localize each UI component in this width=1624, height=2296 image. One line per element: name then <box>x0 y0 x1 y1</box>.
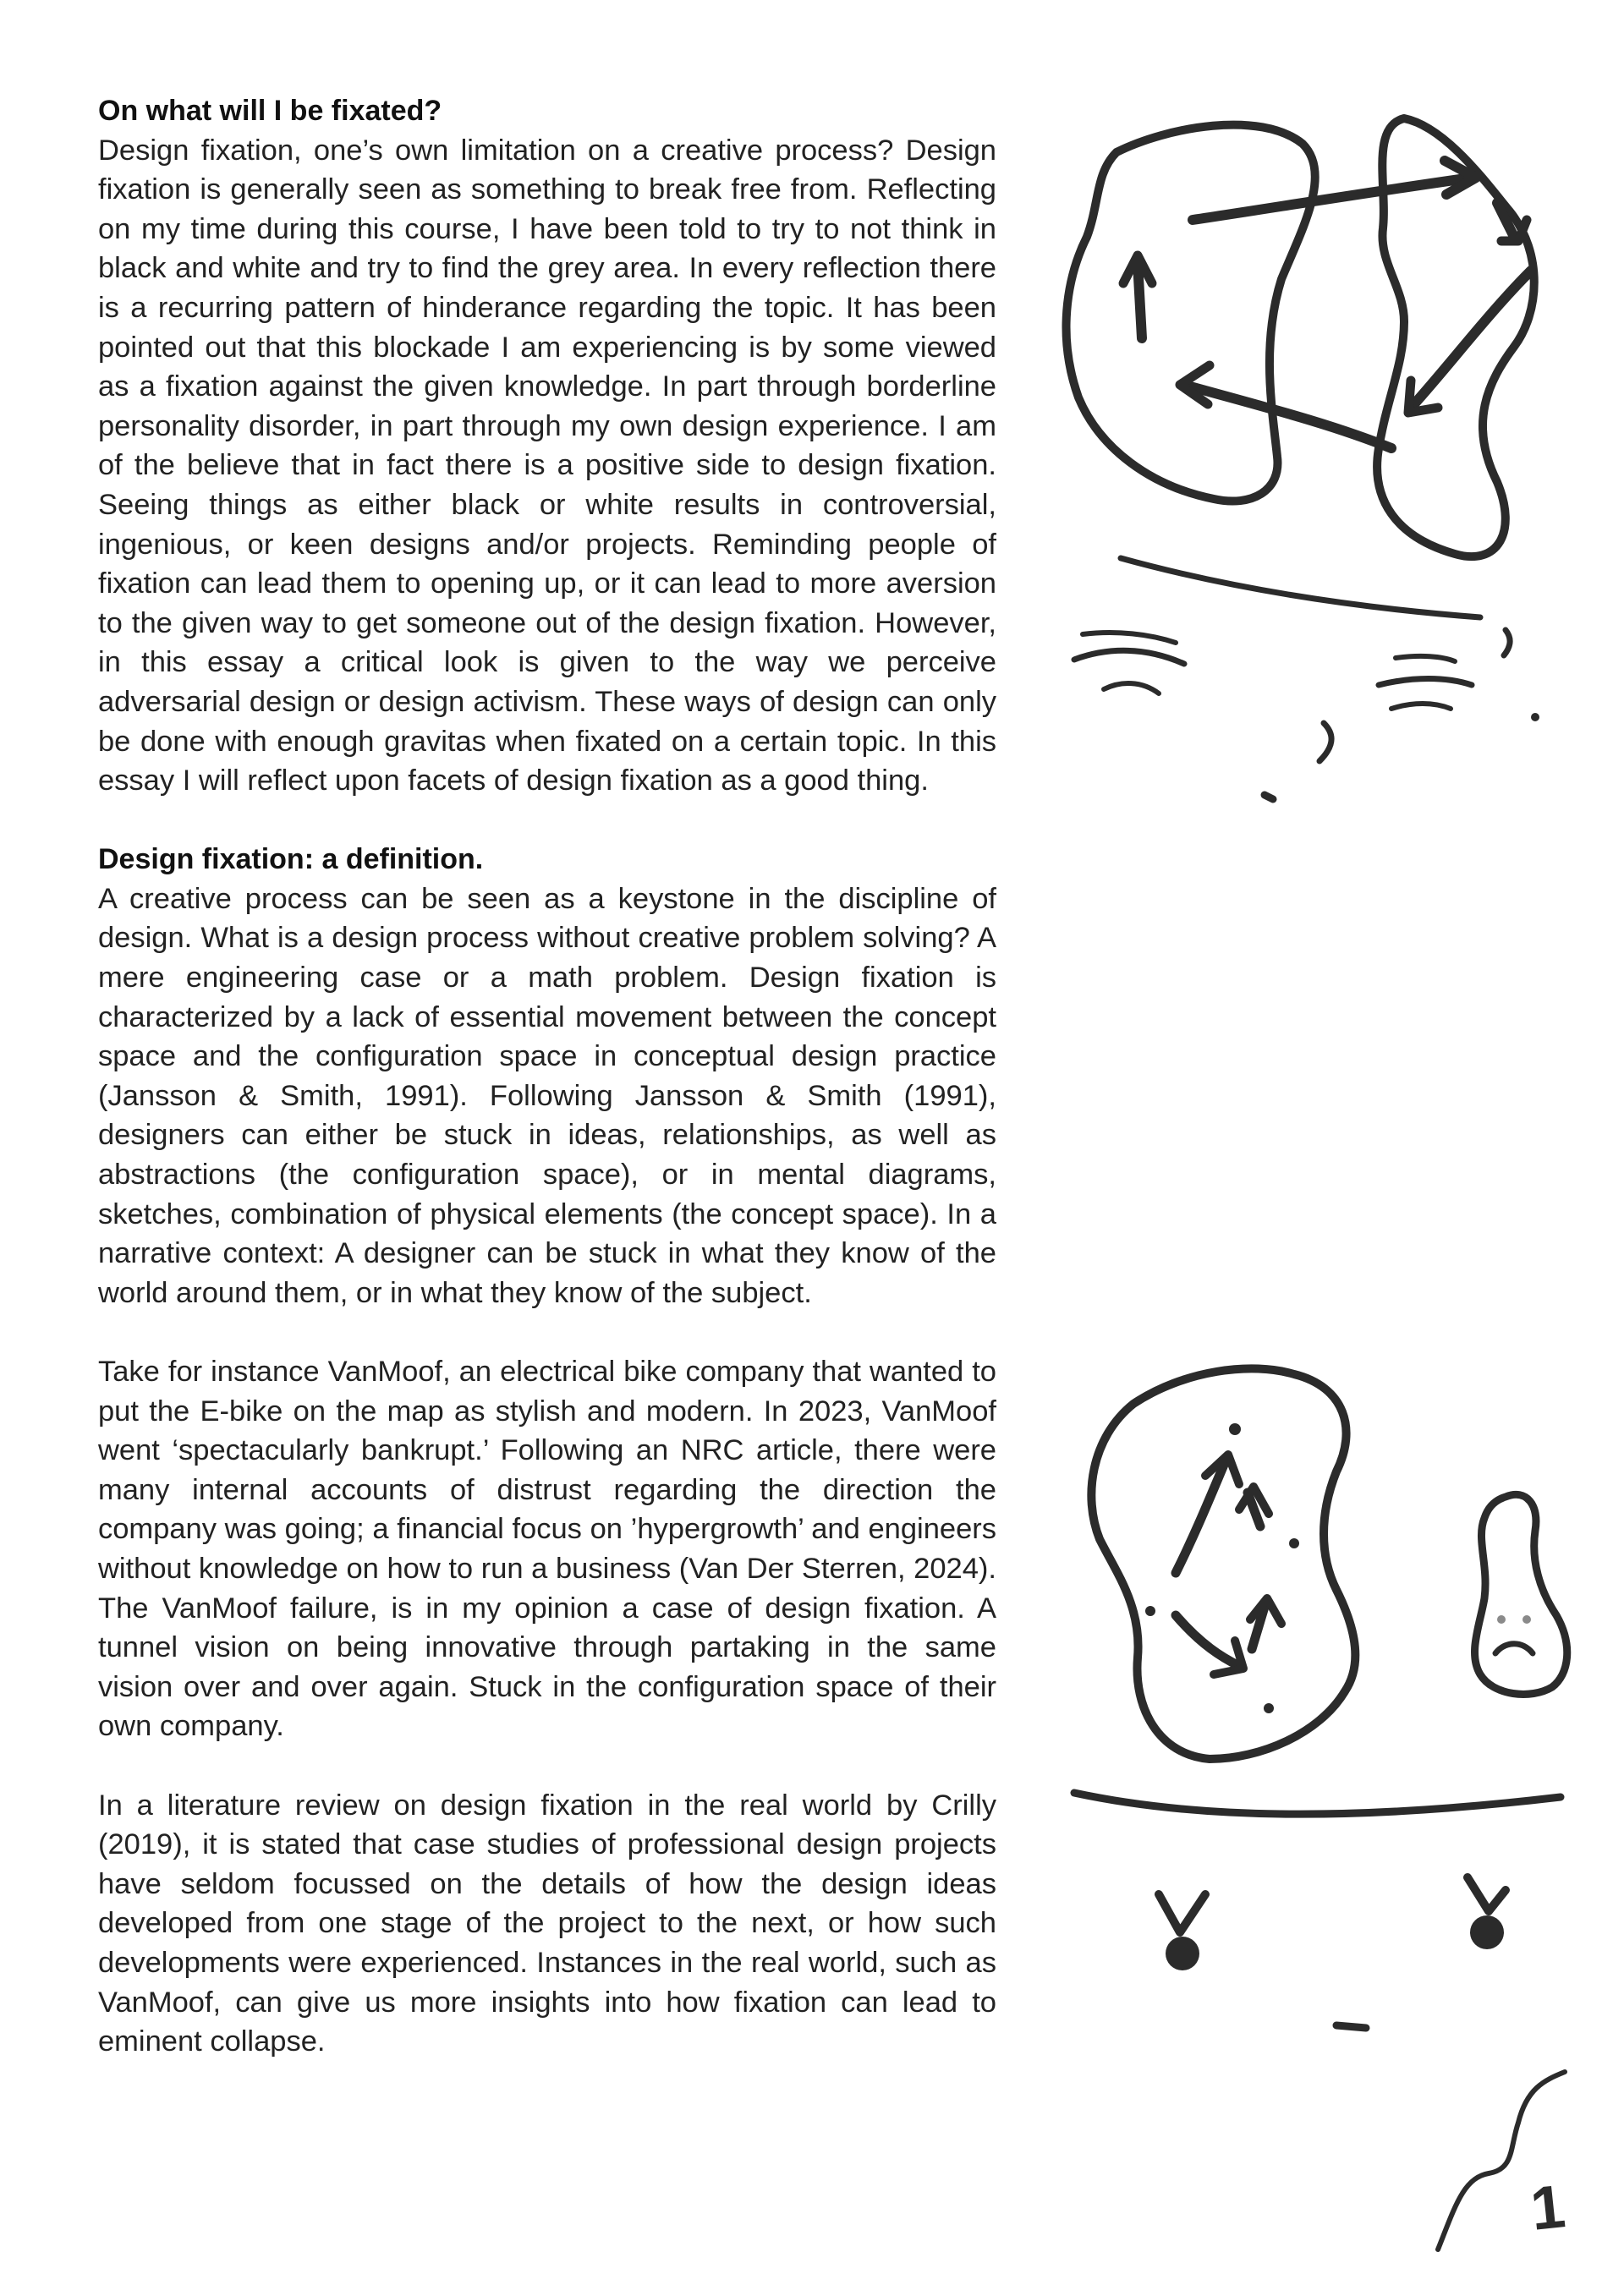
bottom-dash <box>1336 2025 1366 2028</box>
curved-line <box>1121 558 1480 617</box>
section-heading-fixated: On what will I be fixated? <box>98 95 442 127</box>
section-heading-definition: Design fixation: a definition. <box>98 843 484 876</box>
face-right-eye <box>1396 656 1455 661</box>
sad-figure <box>1475 1494 1567 1694</box>
paragraph-vanmoof: Take for instance VanMoof, an electrical bike company that wanted to put the E-bike on the map as stylish and modern. In 2023, VanMoof went ‘spectacularly bankrupt.’ Following an NRC article, there were many internal accounts of distrust regarding the direction the company was going; a financial focus on ’hypergrowth’ and engineers without knowledge on how to run a business (Van Der Sterren, 2024). The VanMoof failure, is in my opinion a case of design fixation. A tunnel vision on being innovative through partaking in the same vision over and over again. Stuck in the configuration space of their own company. <box>98 1356 996 1743</box>
left-hanging-shape <box>1159 1894 1205 1932</box>
paragraph-gap <box>98 1312 996 1352</box>
lower-curved-line <box>1074 1793 1561 1814</box>
essay-text-column <box>98 91 996 2062</box>
page-number: 1 <box>1527 2173 1569 2244</box>
fixation-loop-sketch <box>1049 93 1590 829</box>
face-nose <box>1320 723 1331 761</box>
paragraph-intro: Design fixation, one’s own limitation on a creative process? Design fixation is generally seen as something to break free from. Reflecting on my time during this course, I have been told to try to not think in black and white and try to find the grey area. In every reflection there is a recurring pattern of hinderance regarding the topic. It has been pointed out that this blockade I am experiencing is by some viewed as a fixation against the given knowledge. In part through borderline personality disorder, in part through my own design experience. I am of the believe that in fact there is a positive side to design fixation. Seeing things as either black or white results in controversial, ingenious, or keen designs and/or projects. Reminding people of fixation can lead them to opening up, or it can lead to more aversion to the given way to get someone out of the design fixation. However, in this essay a critical look is given to the way we perceive adversarial design or design activism. These ways of design can only be done with enough gravitas when fixated on a certain topic. In this essay I will reflect upon facets of design fixation as a good thing. <box>98 134 996 797</box>
arrow-bottom <box>1184 385 1391 448</box>
arrow-diagonal <box>1413 271 1531 406</box>
enclosed-arrows-sketch <box>1066 1336 1590 2266</box>
face-mouth <box>1265 795 1273 799</box>
face-left-eye <box>1083 633 1176 643</box>
inner-arrow-down <box>1176 1615 1239 1666</box>
paragraph-gap <box>98 1746 996 1786</box>
left-loop-shape <box>1067 125 1315 501</box>
paragraph-literature-review: In a literature review on design fixation in the real world by Crilly (2019), it is stated that case studies of professional design projects have seldom focussed on the details of how the design ideas developed from one stage of the project to the next, or how such developments were experienced. Instances in the real world, such as VanMoof, can give us more insights into how fixation can lead to eminent collapse. <box>98 1789 996 2058</box>
sad-mouth <box>1495 1644 1533 1653</box>
inner-arrow-up <box>1176 1459 1226 1573</box>
enclosed-loop-shape <box>1091 1368 1355 1759</box>
arrow-top <box>1193 178 1472 220</box>
paragraph-gap <box>98 801 996 841</box>
right-hanging-shape <box>1468 1877 1506 1911</box>
arrow-left-up <box>1138 262 1142 338</box>
paragraph-definition: A creative process can be seen as a keystone in the discipline of design. What is a design process without creative problem solving? A mere engineering case or a math problem. Design fixation is characterized by a lack of essential movement between the concept space and the configuration space in conceptual design practice (Jansson & Smith, 1991). Following Jansson & Smith (1991), designers can either be stuck in ideas, relationships, as well as abstractions (the configuration space), or in mental diagrams, sketches, combination of physical elements (the concept space). In a narrative context: A designer can be stuck in what they know of the world around them, or in what they know of the subject. <box>98 882 996 1309</box>
page-number-wrap <box>1527 2173 1569 2244</box>
